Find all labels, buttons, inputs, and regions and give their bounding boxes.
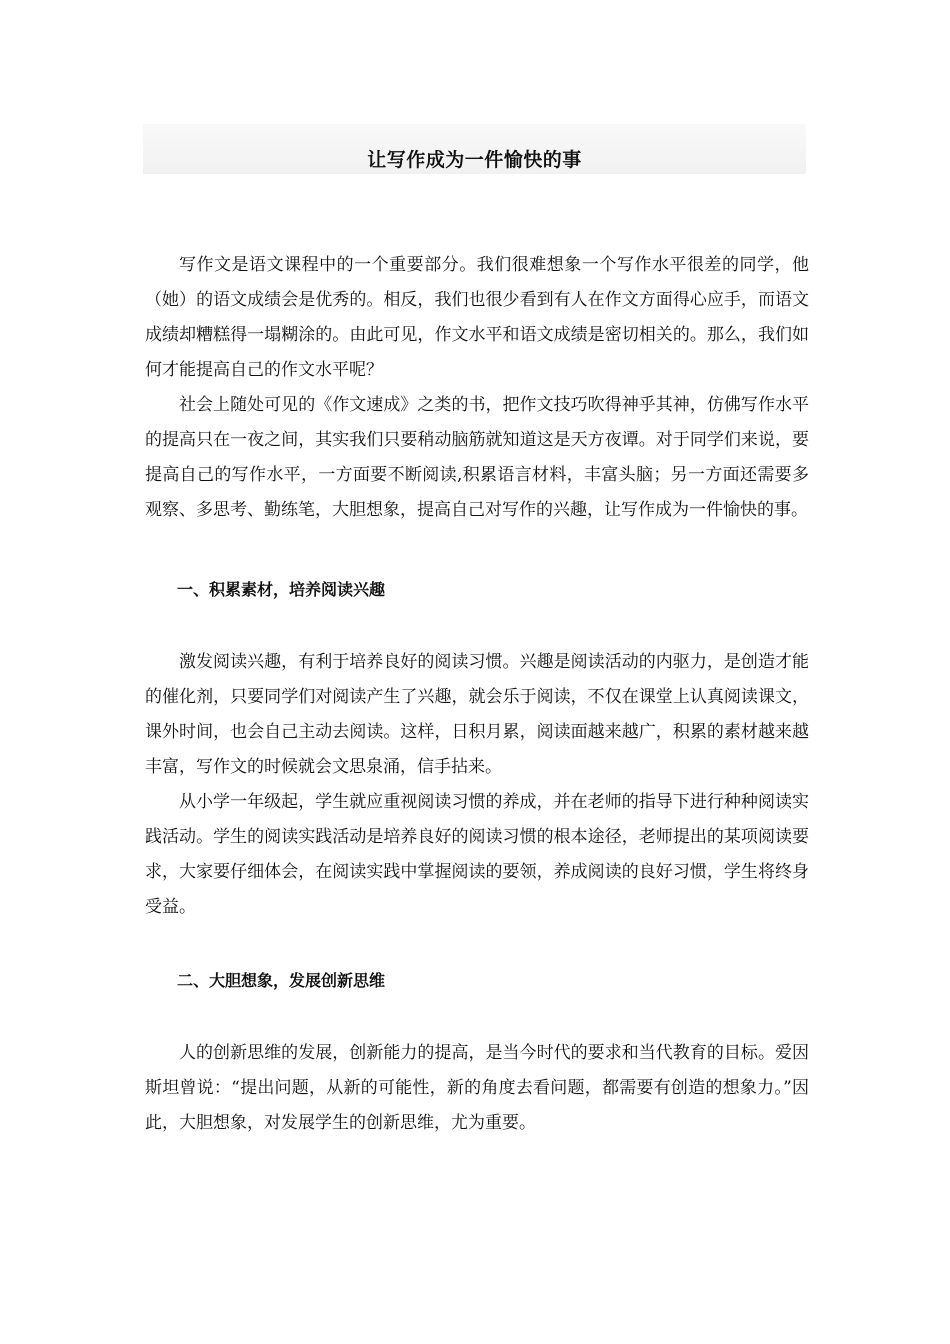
section-heading-1: 一、积累素材，培养阅读兴趣 <box>177 580 386 599</box>
section-1-paragraph-1: 激发阅读兴趣，有利于培养良好的阅读习惯。兴趣是阅读活动的内驱力，是创造才能的催化剂，只要同学们对阅读产生了兴趣，就会乐于阅读，不仅在课堂上认真阅读课文，课外时间，也会自己主动去阅读。这样，日积月累，阅读面越来越广，积累的素材越来越丰富，写作文的时候就会文思泉涌，信手拈来。 <box>145 652 809 777</box>
document-body <box>145 248 809 1141</box>
section-heading-2: 二、大胆想象，发展创新思维 <box>177 971 386 990</box>
intro-paragraph-1: 写作文是语文课程中的一个重要部分。我们很难想象一个写作水平很差的同学，他（她）的语文成绩会是优秀的。相反，我们也很少看到有人在作文方面得心应手，而语文成绩却糟糕得一塌糊涂的。由此可见，作文水平和语文成绩是密切相关的。那么，我们如何才能提高自己的作文水平呢？ <box>145 255 809 380</box>
spacer <box>145 607 809 645</box>
page-title: 让写作成为一件愉快的事 <box>367 149 582 171</box>
section-2-paragraph-1: 人的创新思维的发展，创新能力的提高，是当今时代的要求和当代教育的目标。爱因斯坦曾说：“提出问题，从新的可能性，新的角度去看问题，都需要有创造的想象力。”因此，大胆想象，对发展学生的创新思维，尤为重要。 <box>145 1043 809 1133</box>
intro-paragraph-2: 社会上随处可见的《作文速成》之类的书，把作文技巧吹得神乎其神，仿佛写作水平的提高只在一夜之间，其实我们只要稍动脑筋就知道这是天方夜谭。对于同学们来说，要提高自己的写作水平，一方面要不断阅读,积累语言材料，丰富头脑；另一方面还需要多观察、多思考、勤练笔，大胆想象，提高自己对写作的兴趣，让写作成为一件愉快的事。 <box>145 395 809 520</box>
spacer <box>145 925 809 963</box>
spacer <box>145 998 809 1036</box>
section-1-paragraph-2: 从小学一年级起，学生就应重视阅读习惯的养成，并在老师的指导下进行种种阅读实践活动。学生的阅读实践活动是培养良好的阅读习惯的根本途径，老师提出的某项阅读要求，大家要仔细体会，在阅读实践中掌握阅读的要领，养成阅读的良好习惯，学生将终身受益。 <box>145 792 809 917</box>
spacer <box>145 528 809 572</box>
